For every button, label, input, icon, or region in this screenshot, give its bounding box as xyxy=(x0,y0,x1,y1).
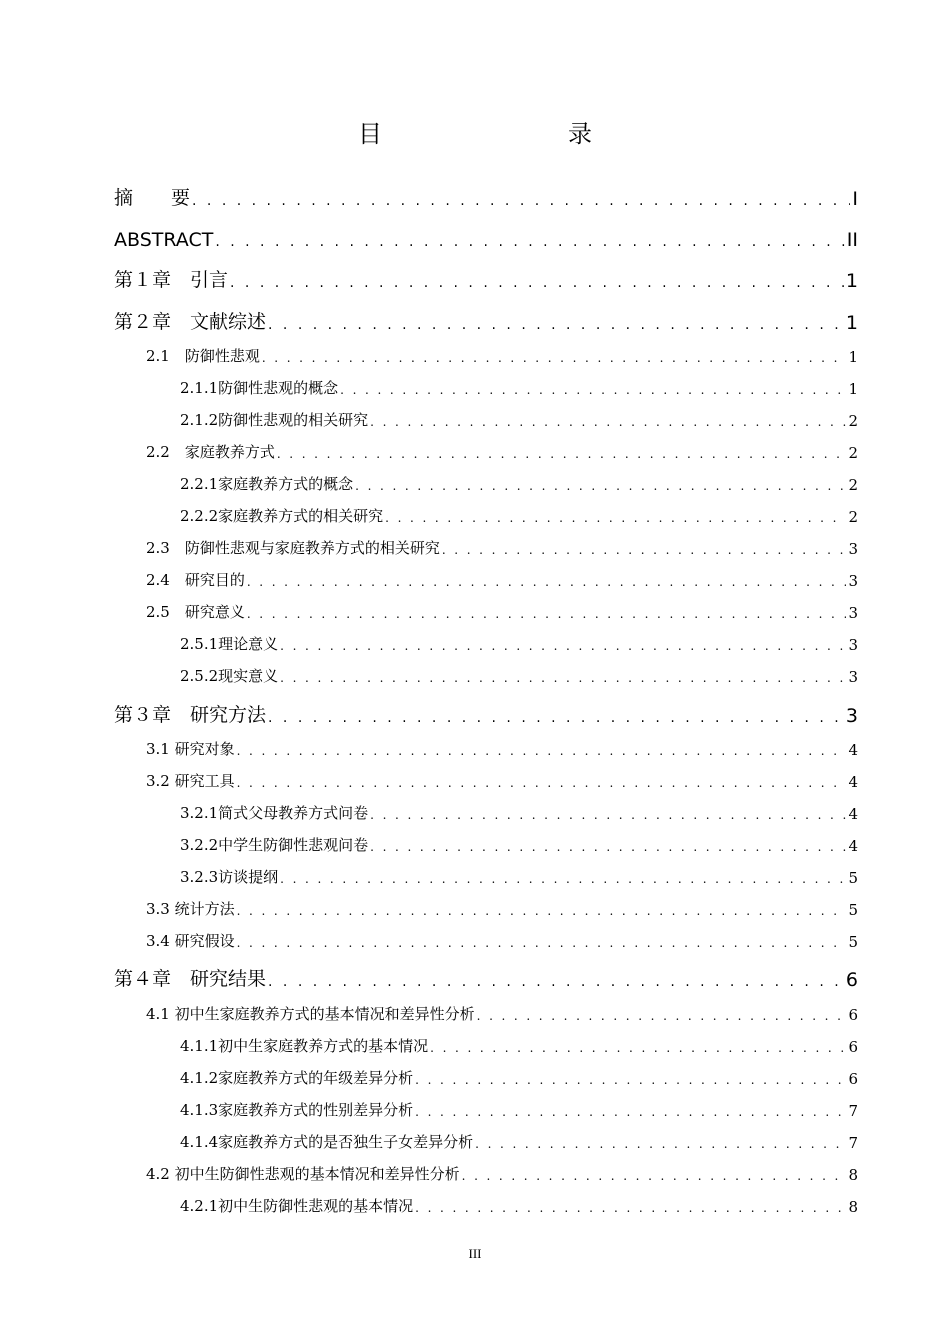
toc-entry[interactable] xyxy=(180,656,858,689)
toc-entry-label: 2.5.2现实意义 xyxy=(180,667,279,685)
toc-entry-page: 1 xyxy=(848,348,858,366)
toc-entry-page: 3 xyxy=(845,705,858,727)
toc-leader-dots xyxy=(370,841,846,855)
toc-entry-page: 8 xyxy=(848,1166,858,1184)
toc-leader-dots xyxy=(385,512,846,526)
toc-entry[interactable] xyxy=(146,592,858,625)
toc-entry-page: 4 xyxy=(848,837,858,855)
toc-entry[interactable] xyxy=(180,368,858,401)
toc-entry[interactable] xyxy=(146,729,858,762)
toc-leader-dots xyxy=(415,1202,846,1216)
toc-leader-dots xyxy=(280,873,846,887)
toc-entry[interactable] xyxy=(146,432,858,465)
toc-entry-page: 7 xyxy=(848,1102,858,1120)
toc-entry-label: 3.1 研究对象 xyxy=(146,740,235,758)
toc-entry-label: 4.1.1初中生家庭教养方式的基本情况 xyxy=(180,1037,429,1055)
toc-leader-dots xyxy=(415,1074,846,1088)
toc-leader-dots xyxy=(355,480,846,494)
toc-entry[interactable] xyxy=(114,262,858,295)
toc-entry-label: 第１章 引言 xyxy=(114,269,229,291)
toc-leader-dots xyxy=(462,1170,847,1184)
toc-entry-page: 2 xyxy=(848,412,858,430)
toc-entry[interactable] xyxy=(146,761,858,794)
toc-leader-dots xyxy=(415,1106,846,1120)
toc-entry[interactable] xyxy=(180,825,858,858)
toc-entry-label: 2.2.2家庭教养方式的相关研究 xyxy=(180,507,384,525)
toc-entry[interactable] xyxy=(146,921,858,954)
toc-entry-page: 6 xyxy=(845,969,858,991)
toc-leader-dots xyxy=(268,975,844,991)
toc-leader-dots xyxy=(370,809,846,823)
toc-entry-label: 第２章 文献综述 xyxy=(114,311,267,333)
toc-entry[interactable] xyxy=(180,793,858,826)
toc-entry[interactable] xyxy=(180,464,858,497)
toc-leader-dots xyxy=(370,416,846,430)
toc-entry-page: 4 xyxy=(848,741,858,759)
toc-entry-label: 4.1.4家庭教养方式的是否独生子女差异分析 xyxy=(180,1133,474,1151)
toc-leader-dots xyxy=(237,745,847,759)
toc-entry[interactable] xyxy=(114,304,858,337)
toc-entry-label: 2.3 防御性悲观与家庭教养方式的相关研究 xyxy=(146,539,440,557)
toc-entry-page: 3 xyxy=(848,540,858,558)
toc-leader-dots xyxy=(262,352,847,366)
toc-entry-label: 2.5.1理论意义 xyxy=(180,635,279,653)
toc-leader-dots xyxy=(230,276,844,292)
toc-entry[interactable] xyxy=(180,624,858,657)
toc-entry-page: II xyxy=(846,229,858,251)
toc-entry-page: 5 xyxy=(848,901,858,919)
toc-entry-label: 4.1.3家庭教养方式的性别差异分析 xyxy=(180,1101,414,1119)
toc-entry-page: 6 xyxy=(848,1070,858,1088)
toc-leader-dots xyxy=(475,1138,846,1152)
toc-entry-label: 2.2.1家庭教养方式的概念 xyxy=(180,475,354,493)
toc-entry-page: 5 xyxy=(848,869,858,887)
toc-entry[interactable] xyxy=(114,961,858,994)
toc-entry-page: 1 xyxy=(845,270,858,292)
toc-entry-label: 2.1.2防御性悲观的相关研究 xyxy=(180,411,369,429)
toc-entry-label: 摘 要 xyxy=(114,187,191,209)
toc-leader-dots xyxy=(192,194,850,210)
toc-leader-dots xyxy=(268,318,844,334)
toc-entry-label: 第３章 研究方法 xyxy=(114,704,267,726)
toc-entry-label: 3.4 研究假设 xyxy=(146,932,235,950)
toc-entry-page: 3 xyxy=(848,604,858,622)
toc-entry-label: 2.1 防御性悲观 xyxy=(146,347,260,365)
toc-entry[interactable] xyxy=(146,560,858,593)
toc-entry-page: 8 xyxy=(848,1198,858,1216)
page-number: III xyxy=(468,1246,482,1261)
toc-entry[interactable] xyxy=(180,1186,858,1219)
toc-entry-label: 4.1 初中生家庭教养方式的基本情况和差异性分析 xyxy=(146,1005,475,1023)
toc-entry[interactable] xyxy=(146,528,858,561)
toc-leader-dots xyxy=(277,448,847,462)
toc-entry-label: 3.2.2中学生防御性悲观问卷 xyxy=(180,836,369,854)
toc-entry-page: 2 xyxy=(848,508,858,526)
toc-entry[interactable] xyxy=(114,180,858,213)
toc-entry-page: 3 xyxy=(848,668,858,686)
toc-entry-label: 2.5 研究意义 xyxy=(146,603,245,621)
toc-entry[interactable] xyxy=(180,496,858,529)
toc-entry[interactable] xyxy=(114,221,858,254)
toc-leader-dots xyxy=(247,608,847,622)
toc-entry[interactable] xyxy=(180,1058,858,1091)
toc-leader-dots xyxy=(280,640,846,654)
toc-entry-page: 7 xyxy=(848,1134,858,1152)
toc-entry-label: 2.2 家庭教养方式 xyxy=(146,443,275,461)
toc-entry[interactable] xyxy=(146,336,858,369)
toc-leader-dots xyxy=(215,235,844,251)
toc-entry-page: I xyxy=(852,188,858,210)
toc-leader-dots xyxy=(268,711,844,727)
toc-leader-dots xyxy=(442,544,847,558)
toc-entry[interactable] xyxy=(146,1154,858,1187)
toc-leader-dots xyxy=(237,905,847,919)
page-title: 目 录 xyxy=(358,120,638,148)
toc-entry-page: 2 xyxy=(848,444,858,462)
toc-entry-label: 4.2.1初中生防御性悲观的基本情况 xyxy=(180,1197,414,1215)
toc-entry-label: 2.4 研究目的 xyxy=(146,571,245,589)
toc-entry-page: 1 xyxy=(848,380,858,398)
toc-entry-label: 2.1.1防御性悲观的概念 xyxy=(180,379,339,397)
toc-entry-page: 3 xyxy=(848,636,858,654)
toc-entry-page: 5 xyxy=(848,933,858,951)
toc-entry-page: 1 xyxy=(845,312,858,334)
toc-entry[interactable] xyxy=(180,1090,858,1123)
toc-entry-label: ABSTRACT xyxy=(114,229,214,251)
toc-entry-page: 4 xyxy=(848,805,858,823)
toc-entry[interactable] xyxy=(146,889,858,922)
toc-entry-page: 3 xyxy=(848,572,858,590)
toc-entry-label: 3.2.3访谈提纲 xyxy=(180,868,279,886)
toc-entry[interactable] xyxy=(180,857,858,890)
toc-entry-label: 3.2.1简式父母教养方式问卷 xyxy=(180,804,369,822)
toc-entry-page: 4 xyxy=(848,773,858,791)
toc-entry[interactable] xyxy=(146,994,858,1027)
toc-leader-dots xyxy=(247,576,847,590)
toc-entry-page: 6 xyxy=(848,1006,858,1024)
toc-entry[interactable] xyxy=(180,400,858,433)
toc-leader-dots xyxy=(237,937,847,951)
toc-leader-dots xyxy=(430,1042,846,1056)
toc-entry-label: 3.2 研究工具 xyxy=(146,772,235,790)
toc-leader-dots xyxy=(237,777,847,791)
toc-entry[interactable] xyxy=(180,1026,858,1059)
toc-entry-page: 6 xyxy=(848,1038,858,1056)
toc-leader-dots xyxy=(280,672,846,686)
toc-leader-dots xyxy=(477,1010,847,1024)
toc-entry-label: 4.2 初中生防御性悲观的基本情况和差异性分析 xyxy=(146,1165,460,1183)
toc-entry-label: 第４章 研究结果 xyxy=(114,968,267,990)
toc-entry-label: 4.1.2家庭教养方式的年级差异分析 xyxy=(180,1069,414,1087)
toc-leader-dots xyxy=(340,384,846,398)
toc-entry-label: 3.3 统计方法 xyxy=(146,900,235,918)
toc-entry-page: 2 xyxy=(848,476,858,494)
toc-entry[interactable] xyxy=(180,1122,858,1155)
toc-entry[interactable] xyxy=(114,697,858,730)
